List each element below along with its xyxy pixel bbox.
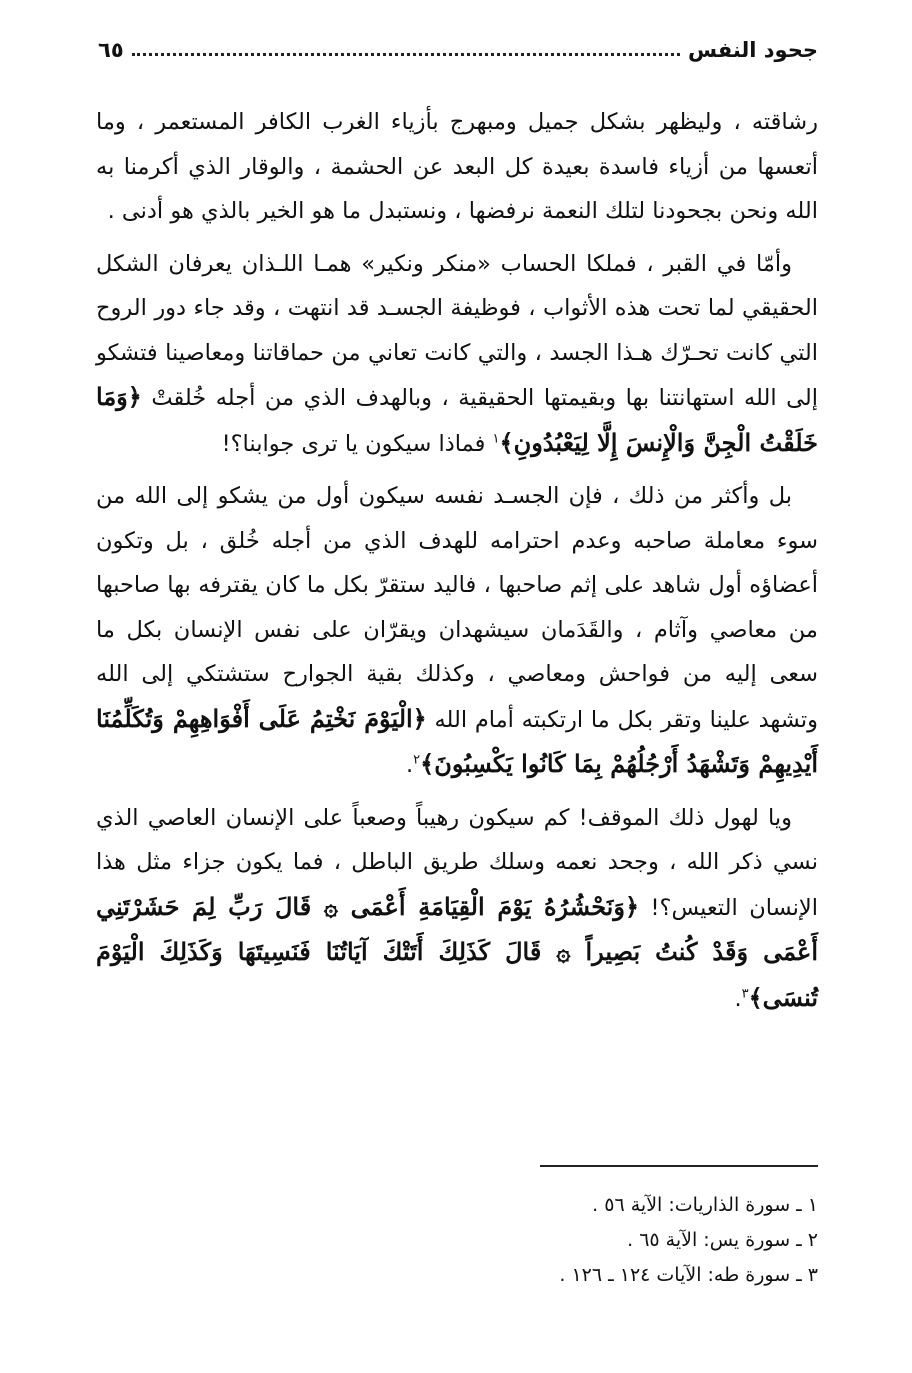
footnotes xyxy=(96,1188,818,1293)
footnote-2: ٢ ـ سورة يس: الآية ٦٥ . xyxy=(627,1229,818,1251)
footnote-ref: ٢ xyxy=(413,752,421,768)
page-number: ٦٥ xyxy=(98,38,124,62)
paragraph-2 xyxy=(96,242,818,467)
footnote-ref: ١ xyxy=(492,431,500,446)
paragraph-text: . xyxy=(734,985,742,1012)
paragraph-3 xyxy=(96,474,818,788)
quran-verse: ﴿الْيَوْمَ نَخْتِمُ عَلَى أَفْوَاهِهِمْ وَتُكَلِّمُنَا أَيْدِيهِمْ وَتَشْهَدُ أَرْجُلُهُمْ بِمَا كَانُوا يَكْسِبُونَ﴾ xyxy=(96,703,818,778)
quran-verse: ﴿وَمَا خَلَقْتُ الْجِنَّ وَالْإِنسَ إِلَّا لِيَعْبُدُونِ﴾ xyxy=(96,382,818,457)
paragraph-text: ويا لهول ذلك الموقف! كم سيكون رهيباً وصعباً على الإنسان العاصي الذي نسي ذكر الله ، وجحد نعمه وسلك طريق الباطل ، فما يكون جزاء مثل هذا الإنسان التعيس؟! xyxy=(96,804,818,921)
footnote-divider xyxy=(540,1165,818,1167)
running-header xyxy=(98,32,818,68)
header-title: جحود النفس xyxy=(688,38,818,62)
footnote-1: ١ ـ سورة الذاريات: الآية ٥٦ . xyxy=(592,1194,818,1216)
paragraph-1 xyxy=(96,100,818,234)
paragraph-text: فماذا سيكون يا ترى جوابنا؟! xyxy=(221,430,486,457)
footnote-ref: ٣ xyxy=(741,986,749,1001)
paragraph-4 xyxy=(96,796,818,1022)
header-dot-leader xyxy=(132,53,680,56)
paragraph-text: رشاقته ، وليظهر بشكل جميل ومبهرج بأزياء الغرب الكافر المستعمر ، وما أتعسها من أزياء فاسدة بعيدة كل البعد عن الحشمة ، والوقار الذي أكرمنا به الله ونحن بجحودنا لتلك النعمة نرفضها ، ونستبدل ما هو الخير بالذي هو أدنى . xyxy=(96,109,818,224)
footnote-3: ٣ ـ سورة طه: الآيات ١٢٤ ـ ١٢٦ . xyxy=(559,1264,818,1286)
quran-verse: ﴿وَنَحْشُرُهُ يَوْمَ الْقِيَامَةِ أَعْمَى ۞ قَالَ رَبِّ لِمَ حَشَرْتَنِي أَعْمَى وَقَدْ كُنتُ بَصِيراً ۞ قَالَ كَذَلِكَ أَتَتْكَ آيَاتُنَا فَنَسِيتَهَا وَكَذَلِكَ الْيَوْمَ تُنسَى﴾ xyxy=(96,891,818,1012)
paragraph-text: . xyxy=(405,752,414,778)
paragraph-text: بل وأكثر من ذلك ، فإن الجسـد نفسه سيكون أول من يشكو إلى الله من سوء معاملة صاحبه وعدم احترامه للهدف الذي من أجله خُلق ، بل وتكون أعضاؤه أول شاهد على إثم صاحبها ، فاليد ستقرّ بكل ما كان يقترفه بها صاحبها من معاصي وآثام ، والقَدَمان سيشهدان ويقرّان على نفس الإنسان بكل ما سعى إليه من فواحش ومعاصي ، وكذلك بقية الجوارح ستشتكي إلى الله وتشهد علينا وتقر بكل ما ارتكبته أمام الله xyxy=(96,483,819,733)
paragraph-text: وأمّا في القبر ، فملكا الحساب «منكر ونكير» همـا اللـذان يعرفان الشكل الحقيقي لما تحت هذه الأثواب ، فوظيفة الجسـد قد انتهت ، وقد جاء دور الروح التي كانت تحـرّك هـذا الجسد ، والتي كانت تعاني من حماقاتنا ومعاصينا فتشكو إلى الله استهانتنا بها وبقيمتها الحقيقية ، وبالهدف الذي من أجله خُلقتْ xyxy=(96,250,818,411)
body-text xyxy=(96,100,818,1029)
